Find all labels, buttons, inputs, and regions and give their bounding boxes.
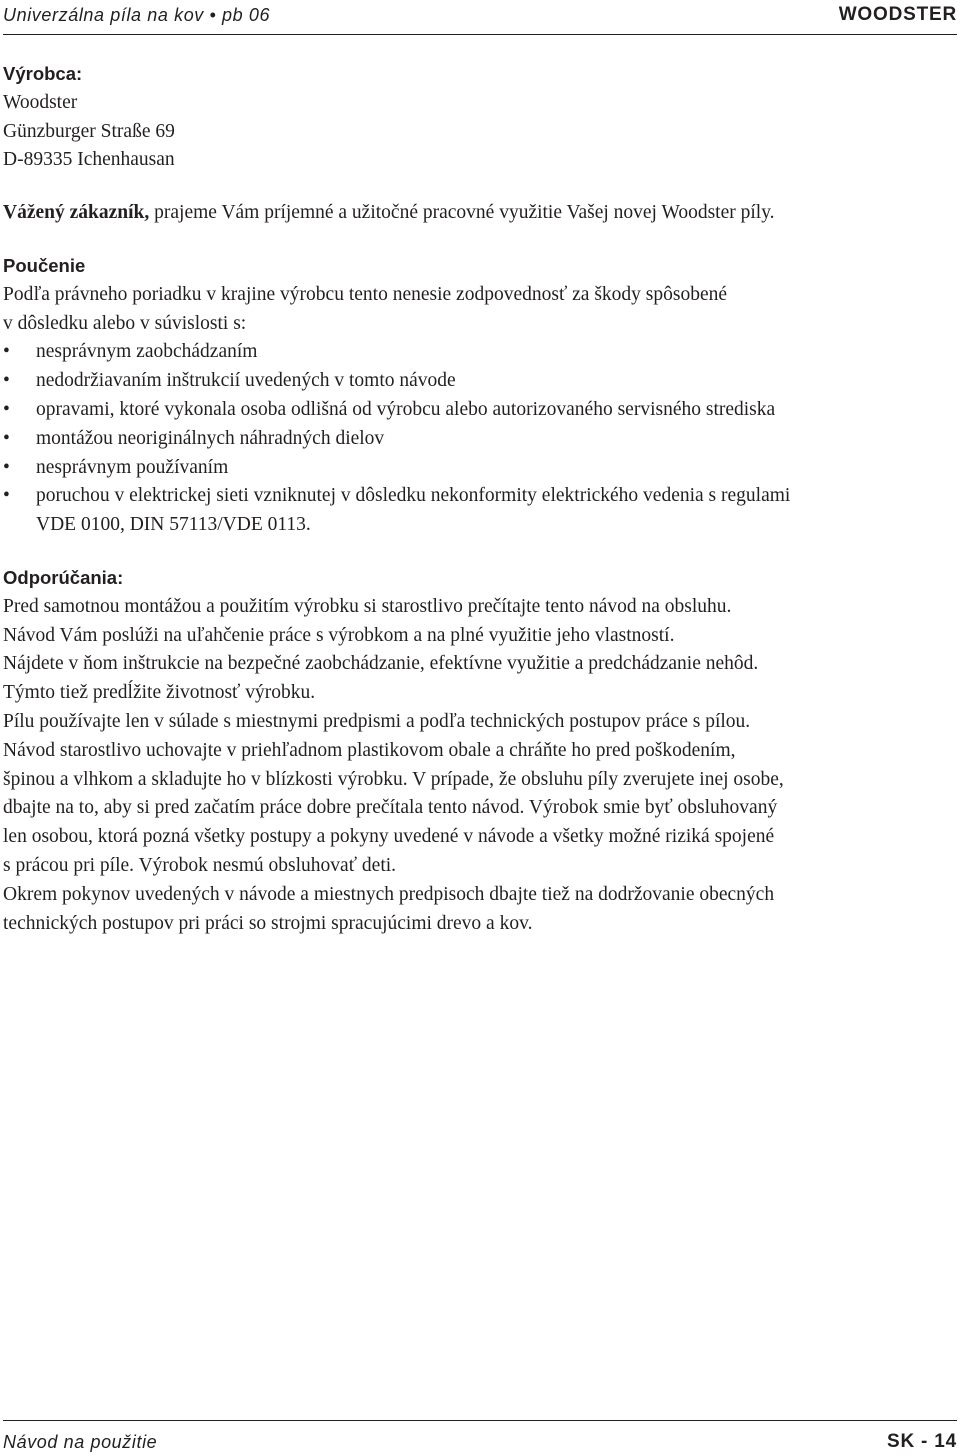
spacer (3, 228, 957, 252)
header-brand: WOODSTER (838, 4, 957, 25)
notice-intro-line: v dôsledku alebo v súvislosti s: (3, 312, 247, 334)
document-body (3, 60, 957, 938)
recommendation-line: Nájdete v ňom inštrukcie na bezpečné zaobchádzanie, efektívne využitie a predchádzanie nehôd. (3, 653, 759, 675)
list-item (3, 367, 957, 396)
footer-label: Návod na použitie (3, 1432, 158, 1452)
recommendation-line: Návod starostlivo uchovajte v priehľadnom plastikovom obale a chráňte ho pred poškodením, (3, 739, 736, 761)
list-item-text: nesprávnym používaním (36, 456, 229, 478)
recommendation-line: Pílu používajte len v súlade s miestnymi predpismi a podľa technických postupov práce s pílou. (3, 710, 751, 732)
bullet-icon: • (3, 485, 10, 507)
notice-title: Poučenie (3, 254, 86, 276)
bullet-icon: • (3, 456, 10, 478)
bullet-icon: • (3, 398, 10, 420)
list-item-text: VDE 0100, DIN 57113/VDE 0113. (36, 514, 311, 536)
greeting-text: prajeme Vám príjemné a užitočné pracovné využitie Vašej novej Woodster píly. (149, 202, 775, 224)
notice-section (3, 252, 957, 540)
recommendations-section (3, 564, 957, 938)
bullet-icon: • (3, 341, 10, 363)
page-footer (3, 1430, 957, 1454)
list-item (3, 338, 957, 367)
spacer (3, 540, 957, 564)
list-item (3, 396, 957, 425)
recommendations-title: Odporúčania: (3, 566, 124, 588)
recommendation-line: Pred samotnou montážou a použitím výrobku si starostlivo prečítajte tento návod na obsluhu. (3, 595, 732, 617)
notice-intro-line: Podľa právneho poriadku v krajine výrobcu tento nenesie zodpovednosť za škody spôsobené (3, 283, 728, 305)
recommendation-line: Okrem pokynov uvedených v návode a miestnych predpisoch dbajte tiež na dodržovanie obecných (3, 883, 775, 905)
list-item-text: nedodržiavaním inštrukcií uvedených v tomto návode (36, 370, 456, 392)
page-number: SK - 14 (886, 1431, 957, 1452)
list-item (3, 425, 957, 454)
header-title: Univerzálna píla na kov • pb 06 (3, 5, 271, 25)
list-item (3, 482, 957, 511)
manufacturer-block (3, 60, 957, 175)
greeting-salutation: Vážený zákazník, (3, 202, 150, 224)
recommendation-line: len osobou, ktorá pozná všetky postupy a pokyny uvedené v návode a všetky možné riziká spojené (3, 826, 775, 848)
manufacturer-label: Výrobca: (3, 63, 83, 84)
recommendation-line: Návod Vám poslúži na uľahčenie práce s výrobkom a na plné využitie jeho vlastností. (3, 624, 675, 646)
liability-list (3, 338, 957, 540)
recommendation-line: dbajte na to, aby si pred začatím práce dobre prečítala tento návod. Výrobok smie byť obsluhovaný (3, 797, 778, 819)
list-item-text: nesprávnym zaobchádzaním (36, 341, 258, 363)
header-divider (3, 34, 957, 35)
recommendation-line: s prácou pri píle. Výrobok nesmú obsluhovať deti. (3, 854, 397, 876)
spacer (3, 175, 957, 199)
list-item-text: montážou neoriginálnych náhradných dielov (36, 427, 385, 449)
recommendation-line: špinou a vlhkom a skladujte ho v blízkosti výrobku. V prípade, že obsluhu píly zverujete inej osobe, (3, 768, 784, 790)
list-item-text: opravami, ktoré vykonala osoba odlišná od výrobcu alebo autorizovaného servisného strediska (36, 398, 776, 420)
manufacturer-street: Günzburger Straße 69 (3, 120, 175, 142)
manufacturer-name: Woodster (3, 91, 78, 113)
greeting-paragraph (3, 199, 957, 228)
list-item-text: poruchou v elektrickej sieti vzniknutej v dôsledku nekonformity elektrického vedenia s regulami (36, 485, 791, 507)
list-item (3, 454, 957, 483)
bullet-icon: • (3, 370, 10, 392)
recommendation-line: technických postupov pri práci so strojmi spracujúcimi drevo a kov. (3, 912, 533, 934)
recommendation-line: Týmto tiež predĺžite životnosť výrobku. (3, 682, 316, 704)
list-item-continuation (3, 511, 957, 540)
page-header (3, 4, 957, 26)
manufacturer-city: D-89335 Ichenhausan (3, 149, 175, 171)
bullet-icon: • (3, 427, 10, 449)
footer-divider (3, 1420, 957, 1421)
